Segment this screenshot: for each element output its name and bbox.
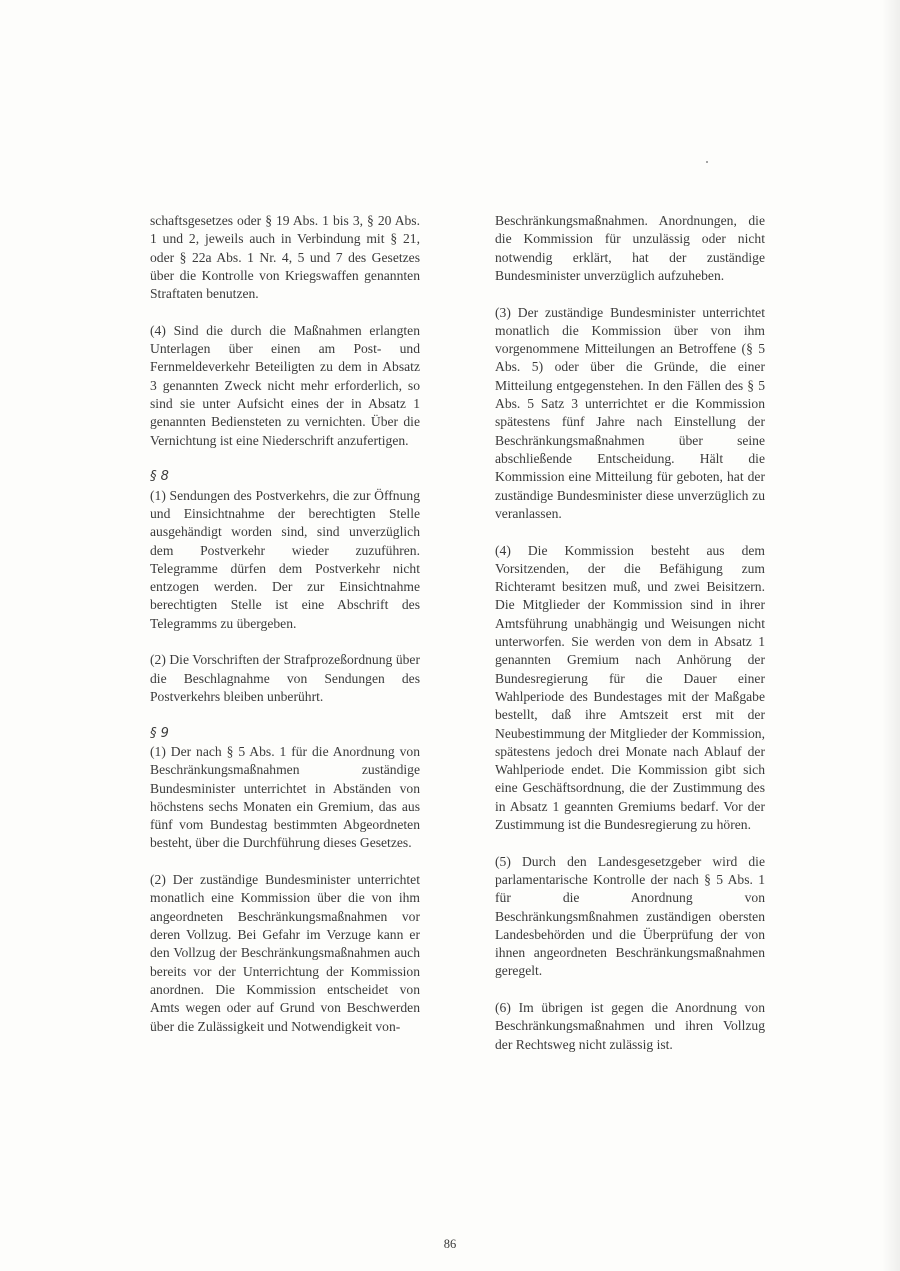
- paragraph-9-1: (1) Der nach § 5 Abs. 1 für die Anordnung von Beschränkungsmaßnahmen zuständige Bundesminister unterrichtet in Abständen von höchstens sechs Monaten ein Gremium, das aus fünf vom Bundestag bestimmten Abgeordneten besteht, über die Durchführung dieses Gesetzes.: [150, 743, 420, 851]
- paragraph-9-6: (6) Im übrigen ist gegen die Anordnung von Beschränkungsmaßnahmen und ihren Vollzug der Rechtsweg nicht zulässig ist.: [495, 1000, 765, 1052]
- right-text-column: [495, 212, 765, 1072]
- paragraph-7-4: (4) Sind die durch die Maßnahmen erlangten Unterlagen über einen am Post- und Fernmeldeverkehr Beteiligten zu dem in Absatz 3 genannten Zweck nicht mehr erforderlich, so sind sie unter Aufsicht eines der in Absatz 1 genannten Bediensteten zu vernichten. Über die Vernichtung ist eine Niederschrift anzufertigen.: [150, 322, 420, 448]
- scan-speck: [706, 161, 708, 163]
- paragraph-8-2: (2) Die Vorschriften der Strafprozeßordnung über die Beschlagnahme von Sendungen des Postverkehrs bleiben unberührt.: [150, 652, 420, 704]
- paragraph-9-4: (4) Die Kommission besteht aus dem Vorsitzenden, der die Befähigung zum Richteramt besitzen muß, und zwei Beisitzern. Die Mitglieder der Kommission sind in ihrer Amtsführung unabhängig und Weisungen nicht unterworfen. Sie werden von dem in Absatz 1 genannten Gremium nach Anhörung der Bundesregierung für die Dauer einer Wahlperiode des Bundestages mit der Maßgabe bestellt, daß ihre Amtszeit erst mit der Neubestimmung der Mitglieder der Kommission, spätestens jedoch drei Monate nach Ablauf der Wahlperiode endet. Die Kommission gibt sich eine Geschäftsordnung, die der Zustimmung des in Absatz 1 geannten Gremiums bedarf. Vor der Zustimmung ist die Bundesregierung zu hören.: [495, 542, 765, 832]
- page-number: 86: [443, 1237, 457, 1251]
- paragraph-9-3: (3) Der zuständige Bundesminister unterrichtet monatlich die Kommission über von ihm vorgenommene Mitteilungen an Betroffene (§ 5 Abs. 5) oder über die Gründe, die einer Mitteilung entgegenstehen. In den Fällen des § 5 Abs. 5 Satz 3 unterrichtet er die Kommission spätestens fünf Jahre nach Einstellung der Beschränkungsmaßnahmen über seine abschließende Entscheidung. Hält die Kommission eine Mitteilung für geboten, hat der zuständige Bundesminister diese unverzüglich zu veranlassen.: [495, 304, 765, 521]
- paragraph-9-2: (2) Der zuständige Bundesminister unterrichtet monatlich eine Kommission über die von ihm angeordneten Beschränkungsmaßnahmen vor deren Vollzug. Bei Gefahr im Verzuge kann er den Vollzug der Beschränkungsmaßnahmen auch bereits vor der Unterrichtung der Kommission anordnen. Die Kommission entscheidet von Amts wegen oder auf Grund von Beschwerden über die Zulässigkeit und Notwendigkeit von-: [150, 872, 420, 1034]
- section-9-heading: § 9: [150, 725, 169, 741]
- left-text-column: [150, 212, 420, 1054]
- paragraph-8-1: (1) Sendungen des Postverkehrs, die zur Öffnung und Einsichtnahme der berechtigten Stelle ausgehändigt worden sind, sind unverzüglich dem Postverkehr wieder zuzuführen. Telegramme dürfen dem Postverkehr nicht entzogen werden. Der zur Einsichtnahme berechtigten Stelle ist eine Abschrift des Telegramms zu übergeben.: [150, 487, 420, 631]
- paragraph-continuation: schaftsgesetzes oder § 19 Abs. 1 bis 3, § 20 Abs. 1 und 2, jeweils auch in Verbindung mit § 21, oder § 22a Abs. 1 Nr. 4, 5 und 7 des Gesetzes über die Kontrolle von Kriegswaffen genannten Straftaten benutzen.: [150, 213, 420, 302]
- paragraph-9-5: (5) Durch den Landesgesetzgeber wird die parlamentarische Kontrolle der nach § 5 Abs. 1 für die Anordnung von Beschränkungsmßnahmen zuständigen obersten Landesbehörden und die Überprüfung der von ihnen angeordneten Beschränkungsmaßnahmen geregelt.: [495, 853, 765, 979]
- paragraph-9-2-continuation: Beschränkungsmaßnahmen. Anordnungen, die die Kommission für unzulässig oder nicht notwendig erklärt, hat der zuständige Bundesminister unverzüglich aufzuheben.: [495, 213, 765, 283]
- page-edge-shadow: [882, 0, 900, 1271]
- section-8-heading: § 8: [150, 469, 169, 485]
